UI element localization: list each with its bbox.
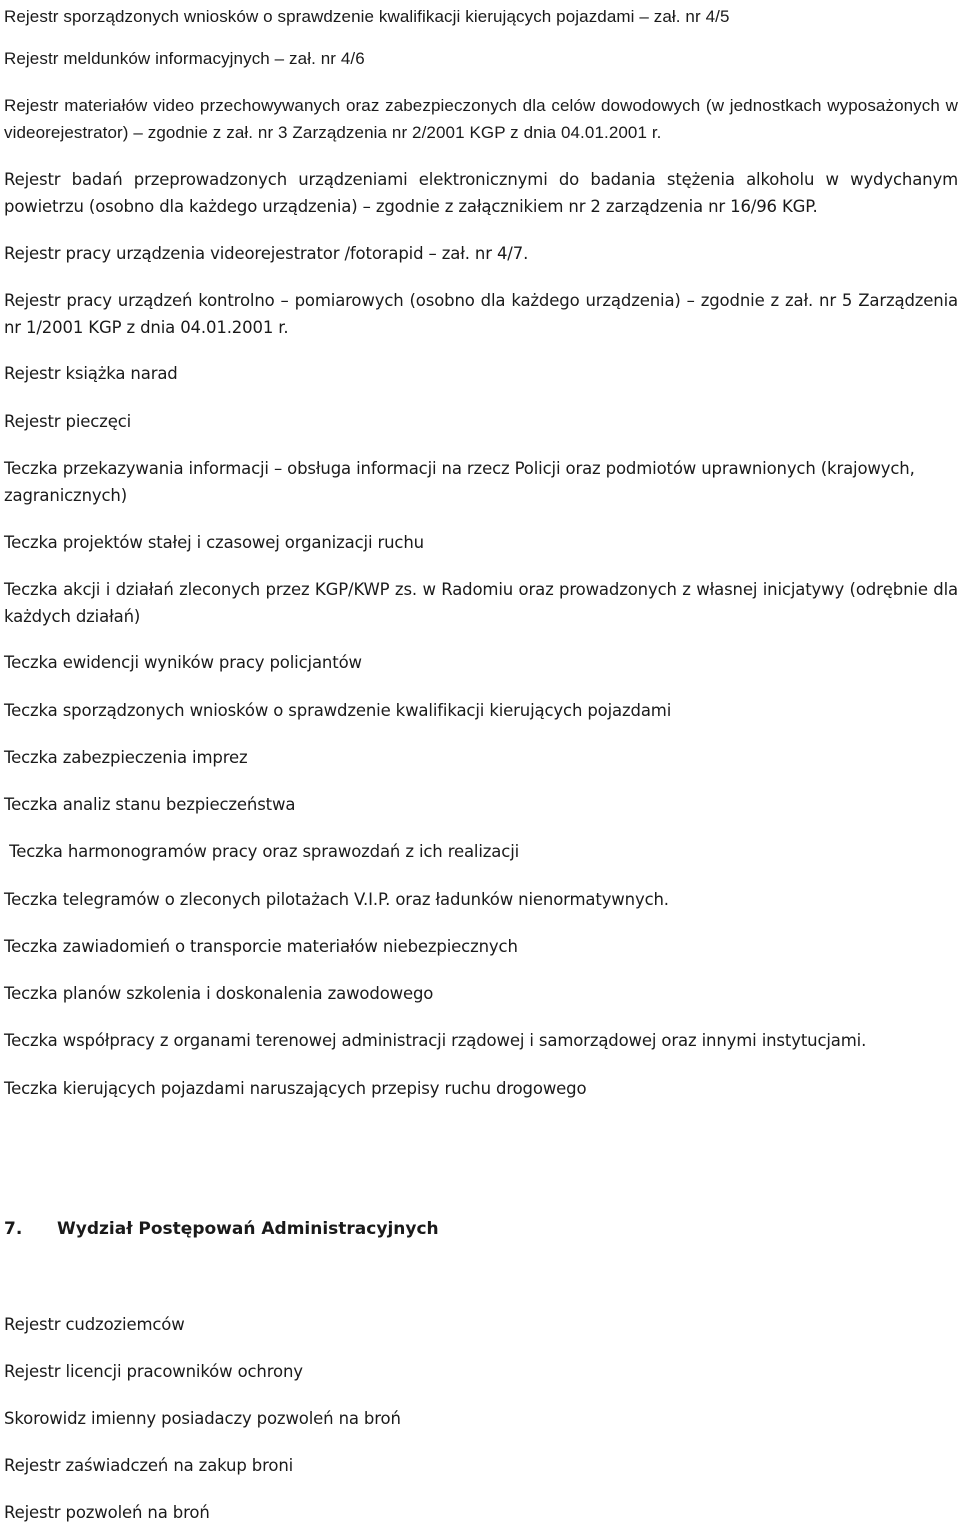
list-item: Teczka kierujących pojazdami naruszających przepisy ruchu drogowego — [4, 1079, 587, 1098]
list-item: Rejestr materiałów video przechowywanych oraz zabezpieczonych dla celów dowodowych (w jednostkach wyposażonych w videorejestrator) – zgodnie z zał. nr 3 Zarządzenia nr 2/2001 KGP z dnia 04.01.2001 r. — [4, 96, 958, 142]
list-item: Teczka zabezpieczenia imprez — [4, 748, 248, 767]
list-item: Rejestr pracy urządzeń kontrolno – pomiarowych (osobno dla każdego urządzenia) – zgodnie z zał. nr 5 Zarządzenia nr 1/2001 KGP z dnia 04.01.2001 r. — [4, 291, 958, 337]
section-number: 7. — [4, 1219, 23, 1239]
list-item: Teczka telegramów o zleconych pilotażach V.I.P. oraz ładunków nienormatywnych. — [4, 890, 669, 909]
list-item: Rejestr meldunków informacyjnych – zał. nr 4/6 — [4, 49, 365, 68]
list-item: Rejestr sporządzonych wniosków o sprawdzenie kwalifikacji kierujących pojazdami – zał. nr 4/5 — [4, 7, 730, 26]
list-item: Skorowidz imienny posiadaczy pozwoleń na broń — [4, 1409, 401, 1428]
list-item: Rejestr pozwoleń na broń — [4, 1503, 210, 1522]
list-item: Teczka akcji i działań zleconych przez KGP/KWP zs. w Radomiu oraz prowadzonych z własnej inicjatywy (odrębnie dla każdych działań) — [4, 580, 958, 626]
list-item: Teczka harmonogramów pracy oraz sprawozdań z ich realizacji — [4, 842, 520, 861]
list-item: Rejestr pracy urządzenia videorejestrator /fotorapid – zał. nr 4/7. — [4, 244, 529, 263]
list-item: Teczka zawiadomień o transporcie materiałów niebezpiecznych — [4, 937, 518, 956]
list-item: Teczka sporządzonych wniosków o sprawdzenie kwalifikacji kierujących pojazdami — [4, 701, 672, 720]
list-item: Teczka przekazywania informacji – obsługa informacji na rzecz Policji oraz podmiotów uprawnionych (krajowych, zagranicznych) — [4, 459, 915, 505]
list-item: Rejestr badań przeprowadzonych urządzeniami elektronicznymi do badania stężenia alkoholu w wydychanym powietrzu (osobno dla każdego urządzenia) – zgodnie z załącznikiem nr 2 zarządzenia nr 16/96 KGP. — [4, 170, 958, 216]
list-item: Rejestr książka narad — [4, 364, 178, 383]
list-item: Teczka projektów stałej i czasowej organizacji ruchu — [4, 533, 424, 552]
list-item: Teczka współpracy z organami terenowej administracji rządowej i samorządowej oraz innymi instytucjami. — [4, 1031, 867, 1050]
list-item: Rejestr licencji pracowników ochrony — [4, 1362, 303, 1381]
list-item: Rejestr cudzoziemców — [4, 1315, 185, 1334]
list-item: Teczka analiz stanu bezpieczeństwa — [4, 795, 296, 814]
list-item: Rejestr zaświadczeń na zakup broni — [4, 1456, 294, 1475]
section-heading — [4, 1216, 439, 1243]
list-item: Teczka planów szkolenia i doskonalenia zawodowego — [4, 984, 434, 1003]
list-item: Rejestr pieczęci — [4, 412, 132, 431]
list-item: Teczka ewidencji wyników pracy policjantów — [4, 653, 362, 672]
section-title: Wydział Postępowań Administracyjnych — [57, 1219, 439, 1239]
